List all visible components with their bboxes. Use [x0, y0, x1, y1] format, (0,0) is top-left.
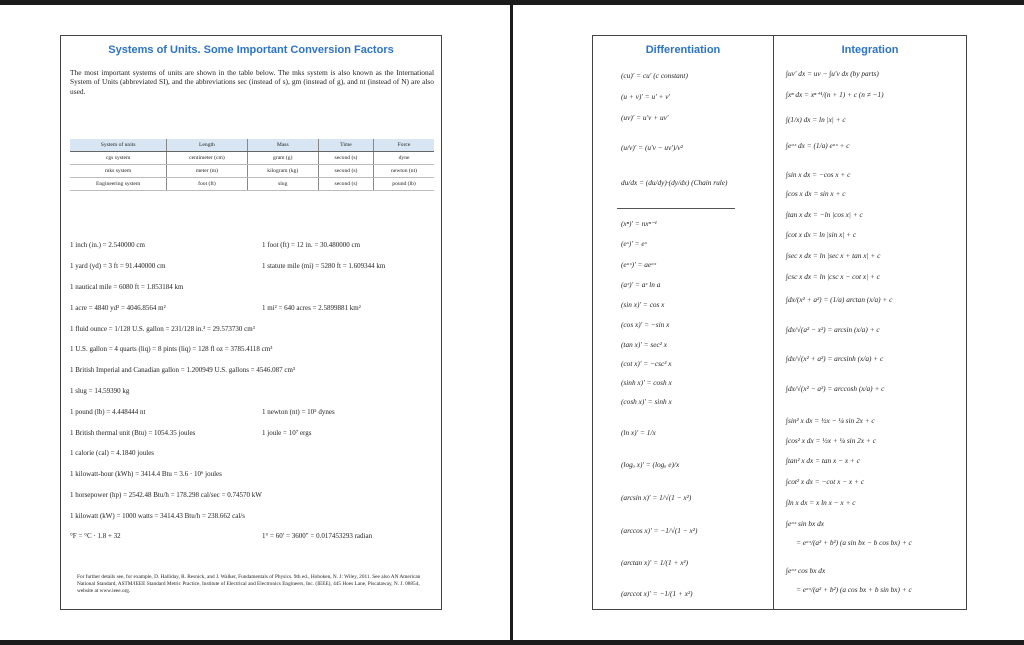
int-formula: ∫csc x dx = ln |csc x − cot x| + c — [786, 272, 880, 281]
int-formula: ∫ln x dx = x ln x − x + c — [786, 498, 856, 507]
table-cell: foot (ft) — [167, 178, 247, 191]
int-formula: ∫eᵃˣ cos bx dx — [786, 566, 826, 575]
left-page-panel — [60, 35, 442, 610]
diff-formula: (cot x)′ = −csc² x — [621, 359, 672, 368]
int-formula: ∫eᵃˣ sin bx dx — [786, 519, 824, 528]
table-cell: second (s) — [318, 165, 373, 178]
table-cell: second (s) — [318, 178, 373, 191]
diff-formula: (sinh x)′ = cosh x — [621, 378, 672, 387]
int-formula: = eᵃˣ/(a² + b²) (a cos bx + b sin bx) + c — [796, 585, 912, 594]
conversion-line: 1 acre = 4840 yd² = 4046.8564 m² — [70, 304, 166, 312]
units-intro: The most important systems of units are shown in the table below. The mks system is also known as the International System of Units (abbreviated SI), and the abbreviations sec (instead of s), gm (instead of g), and nt (instead of N) are also used. — [70, 68, 434, 96]
int-formula: ∫uv′ dx = uv − ∫u′v dx (by parts) — [786, 69, 879, 78]
conversion-line: 1 horsepower (hp) = 2542.48 Btu/h = 178.298 cal/sec = 0.74570 kW — [70, 491, 262, 499]
diff-formula: (xⁿ)′ = nxⁿ⁻¹ — [621, 219, 657, 228]
table-cell: Engineering system — [70, 178, 167, 191]
differentiation-title: Differentiation — [645, 44, 721, 56]
diff-formula: (uv)′ = u′v + uv′ — [621, 113, 669, 122]
int-formula: ∫sin² x dx = ½x − ¼ sin 2x + c — [786, 416, 875, 425]
diff-formula: (arctan x)′ = 1/(1 + x²) — [621, 558, 689, 567]
header-cell: Mass — [247, 139, 318, 152]
int-formula: ∫sin x dx = −cos x + c — [786, 170, 851, 179]
int-formula: ∫tan² x dx = tan x − x + c — [786, 456, 860, 465]
int-formula: = eᵃˣ/(a² + b²) (a sin bx − b cos bx) + c — [796, 538, 912, 547]
units-table — [70, 139, 434, 191]
conversion-line: 1 foot (ft) = 12 in. = 30.480000 cm — [262, 241, 361, 249]
diff-formula: (arccos x)′ = −1/√(1 − x²) — [621, 526, 698, 535]
table-cell: newton (nt) — [374, 165, 434, 178]
diff-formula: du/dx = (du/dy)·(dy/dx) (Chain rule) — [621, 178, 728, 187]
conversion-line: 1 yard (yd) = 3 ft = 91.440000 cm — [70, 262, 166, 270]
page-spine — [510, 0, 513, 645]
diff-formula: (eˣ)′ = eˣ — [621, 239, 647, 248]
conversion-line: 1 calorie (cal) = 4.1840 joules — [70, 449, 155, 457]
table-cell: kilogram (kg) — [247, 165, 318, 178]
units-title: Systems of Units. Some Important Conversion Factors — [108, 44, 394, 56]
table-cell: gram (g) — [247, 152, 318, 165]
diff-formula: (arccot x)′ = −1/(1 + x²) — [621, 589, 693, 598]
diff-formula: (ln x)′ = 1/x — [621, 428, 656, 437]
conversion-line: 1 kilowatt-hour (kWh) = 3414.4 Btu = 3.6 · 10⁶ joules — [70, 470, 222, 478]
int-formula: ∫cos² x dx = ½x + ¼ sin 2x + c — [786, 436, 876, 445]
table-cell: meter (m) — [167, 165, 247, 178]
int-formula: ∫sec x dx = ln |sec x + tan x| + c — [786, 251, 881, 260]
conversion-line: 1 mi² = 640 acres = 2.5899881 km² — [262, 304, 361, 312]
conversion-line: °F = °C · 1.8 + 32 — [70, 532, 121, 540]
header-cell: System of units — [70, 139, 167, 152]
diff-formula: (cosh x)′ = sinh x — [621, 397, 672, 406]
conversion-line: 1 British Imperial and Canadian gallon = 1.200949 U.S. gallons = 4546.087 cm³ — [70, 366, 296, 374]
units-table-header — [70, 139, 434, 152]
diff-formula: (cu)′ = cu′ (c constant) — [621, 71, 688, 80]
int-formula: ∫dx/(x² + a²) = (1/a) arctan (x/a) + c — [786, 295, 893, 304]
conversion-line: 1 newton (nt) = 10⁵ dynes — [262, 408, 335, 416]
int-formula: ∫(1/x) dx = ln |x| + c — [786, 115, 846, 124]
table-cell: second (s) — [318, 152, 373, 165]
diff-formula: (aˣ)′ = aˣ ln a — [621, 280, 661, 289]
diff-formula: (u/v)′ = (u′v − uv′)/v² — [621, 143, 683, 152]
diff-formula: (arcsin x)′ = 1/√(1 − x²) — [621, 493, 692, 502]
integration-title: Integration — [841, 44, 899, 56]
conversion-line: 1 U.S. gallon = 4 quarts (liq) = 8 pints (liq) = 128 fl oz = 3785.4118 cm³ — [70, 345, 273, 353]
table-cell: cgs system — [70, 152, 167, 165]
right-page-panel — [592, 35, 967, 610]
diff-formula: (cos x)′ = −sin x — [621, 320, 670, 329]
diff-formula: (eᵃˣ)′ = aeᵃˣ — [621, 260, 657, 269]
footnote: For further details see, for example, D. Halliday, R. Resnick, and J. Walker, Fundamentals of Physics. 9th ed., Hoboken, N. J: Wiley, 2011. See also AN American National Standard, ASTM/IEEE Standard Metric Practice, Institute of Electrical and Electronics Engineers, Inc. (IEEE), 445 Hoes Lane, Piscataway, N. J. 08854, website at www.ieee.org. — [77, 574, 421, 594]
conversion-line: 1 fluid ounce = 1/128 U.S. gallon = 231/128 in.³ = 29.573730 cm³ — [70, 325, 255, 333]
table-cell: dyne — [374, 152, 434, 165]
table-row — [70, 152, 434, 165]
table-cell: centimeter (cm) — [167, 152, 247, 165]
diff-formula: (sin x)′ = cos x — [621, 300, 665, 309]
conversion-line: 1 joule = 10⁷ ergs — [262, 429, 312, 437]
int-formula: ∫cot x dx = ln |sin x| + c — [786, 230, 857, 239]
int-formula: ∫dx/√(x² − a²) = arccosh (x/a) + c — [786, 384, 885, 393]
conversion-line: 1 British thermal unit (Btu) = 1054.35 joules — [70, 429, 196, 437]
conversion-line: 1 slug = 14.59390 kg — [70, 387, 130, 395]
int-formula: ∫dx/√(a² − x²) = arcsin (x/a) + c — [786, 325, 880, 334]
header-cell: Time — [318, 139, 373, 152]
conversion-line: 1 kilowatt (kW) = 1000 watts = 3414.43 Btu/h = 238.662 cal/s — [70, 512, 245, 520]
table-cell: pound (lb) — [374, 178, 434, 191]
section-rule — [617, 208, 735, 209]
int-formula: ∫eᵃˣ dx = (1/a) eᵃˣ + c — [786, 141, 850, 150]
table-cell: slug — [247, 178, 318, 191]
conversion-line: 1 pound (lb) = 4.448444 nt — [70, 408, 146, 416]
int-formula: ∫xⁿ dx = xⁿ⁺¹/(n + 1) + c (n ≠ −1) — [786, 90, 884, 99]
diff-formula: (tan x)′ = sec² x — [621, 340, 667, 349]
table-row — [70, 165, 434, 178]
int-formula: ∫cos x dx = sin x + c — [786, 189, 846, 198]
int-formula: ∫tan x dx = −ln |cos x| + c — [786, 210, 863, 219]
conversion-line: 1 inch (in.) = 2.540000 cm — [70, 241, 145, 249]
table-row — [70, 178, 434, 191]
table-cell: mks system — [70, 165, 167, 178]
conversion-line: 1 nautical mile = 6080 ft = 1.853184 km — [70, 283, 184, 291]
header-cell: Force — [374, 139, 434, 152]
column-divider — [773, 36, 774, 609]
int-formula: ∫dx/√(x² + a²) = arcsinh (x/a) + c — [786, 354, 884, 363]
conversion-line: 1 statute mile (mi) = 5280 ft = 1.609344 km — [262, 262, 386, 270]
header-cell: Length — [167, 139, 247, 152]
int-formula: ∫cot² x dx = −cot x − x + c — [786, 477, 864, 486]
diff-formula: (u + v)′ = u′ + v′ — [621, 92, 671, 101]
diff-formula: (logₐ x)′ = (logₐ e)/x — [621, 460, 680, 469]
conversion-line: 1° = 60′ = 3600″ = 0.017453293 radian — [262, 532, 373, 540]
